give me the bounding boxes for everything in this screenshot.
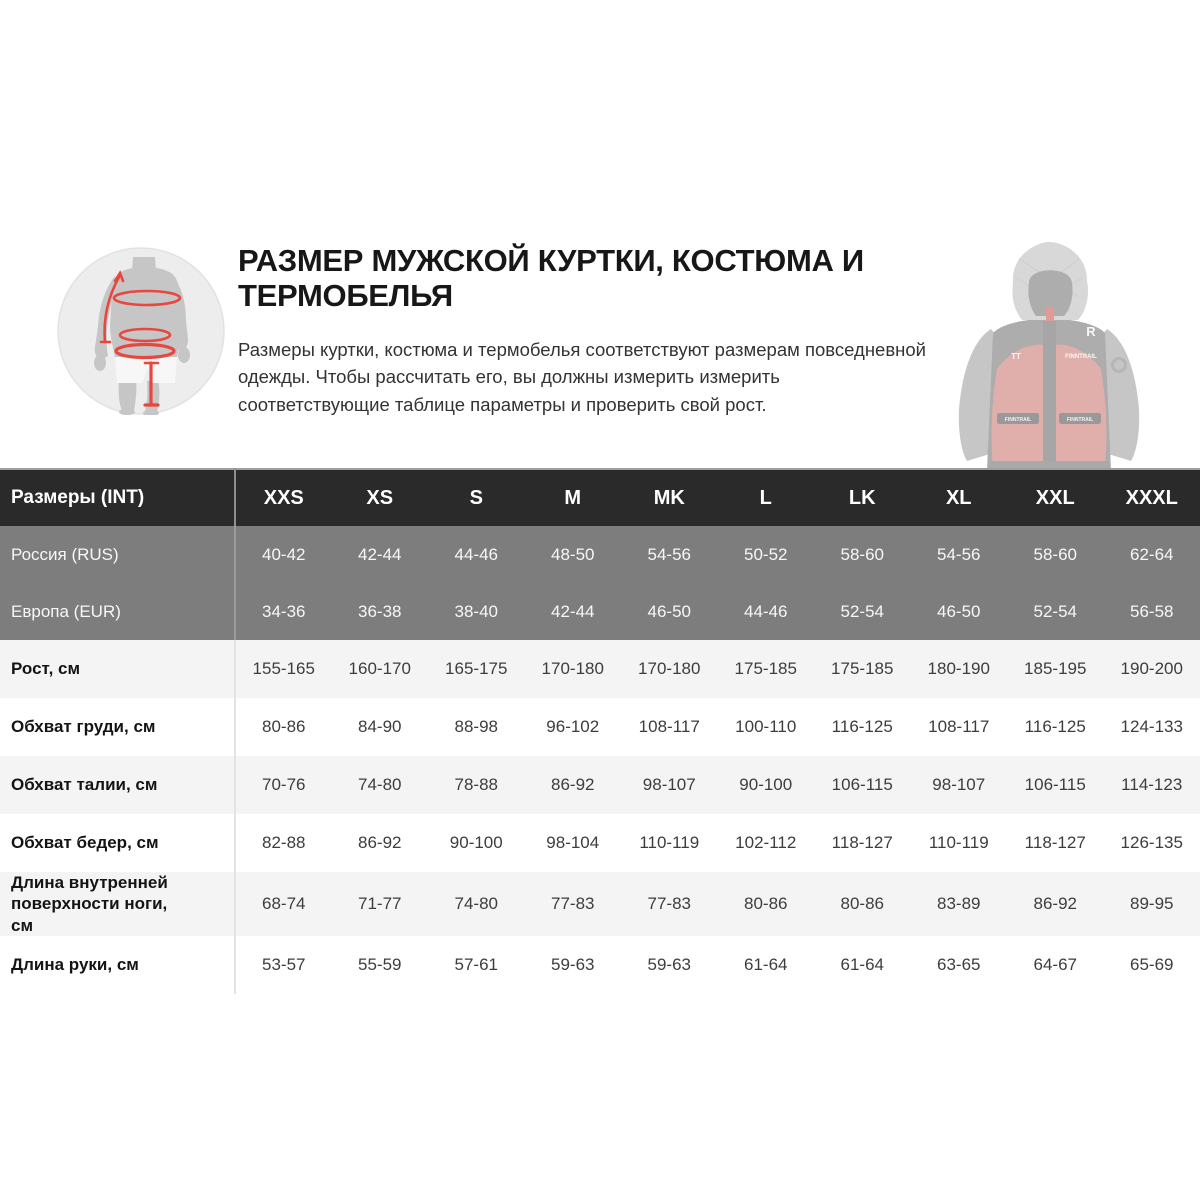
size-value-cell: 68-74 [235, 872, 332, 936]
svg-text:FINNTRAIL: FINNTRAIL [1065, 354, 1097, 360]
size-value-cell: 52-54 [814, 583, 911, 640]
size-value-cell: 102-112 [718, 814, 815, 872]
table-row [0, 814, 1200, 872]
size-value-cell: 61-64 [718, 936, 815, 994]
size-value-cell: 61-64 [814, 936, 911, 994]
size-value-cell: 78-88 [428, 756, 525, 814]
page-title [238, 243, 938, 314]
body-measurement-graphic [57, 247, 225, 415]
size-value-cell: 106-115 [1007, 756, 1104, 814]
size-value-cell: 83-89 [911, 872, 1008, 936]
size-value-cell: 175-185 [718, 640, 815, 698]
size-value-cell: 40-42 [235, 526, 332, 583]
size-value-cell: 53-57 [235, 936, 332, 994]
row-label: Обхват бедер, см [0, 814, 235, 872]
size-value-cell: 98-107 [621, 756, 718, 814]
intro-text-block [238, 243, 938, 419]
size-value-cell: 42-44 [332, 526, 429, 583]
size-value-cell: 57-61 [428, 936, 525, 994]
size-value-cell: 108-117 [911, 698, 1008, 756]
size-column-header: XXS [235, 469, 332, 526]
size-value-cell: 160-170 [332, 640, 429, 698]
size-column-header: MK [621, 469, 718, 526]
row-label: Обхват талии, см [0, 756, 235, 814]
size-value-cell: 180-190 [911, 640, 1008, 698]
jacket-photo [953, 237, 1145, 470]
size-value-cell: 74-80 [428, 872, 525, 936]
size-value-cell: 55-59 [332, 936, 429, 994]
size-value-cell: 80-86 [235, 698, 332, 756]
size-value-cell: 88-98 [428, 698, 525, 756]
svg-text:TT: TT [1011, 352, 1021, 361]
size-value-cell: 54-56 [911, 526, 1008, 583]
table-header-row [0, 469, 1200, 526]
size-value-cell: 116-125 [1007, 698, 1104, 756]
size-value-cell: 90-100 [718, 756, 815, 814]
size-value-cell: 110-119 [621, 814, 718, 872]
size-value-cell: 124-133 [1104, 698, 1200, 756]
svg-text:FINNTRAIL: FINNTRAIL [1066, 417, 1094, 423]
size-value-cell: 110-119 [911, 814, 1008, 872]
page-title-line2: ТЕРМОБЕЛЬЯ [238, 278, 453, 314]
size-value-cell: 116-125 [814, 698, 911, 756]
size-value-cell: 170-180 [525, 640, 622, 698]
size-value-cell: 65-69 [1104, 936, 1200, 994]
size-value-cell: 59-63 [525, 936, 622, 994]
size-column-header: XL [911, 469, 1008, 526]
size-value-cell: 165-175 [428, 640, 525, 698]
size-value-cell: 80-86 [814, 872, 911, 936]
table-row [0, 698, 1200, 756]
size-value-cell: 80-86 [718, 872, 815, 936]
page-description: Размеры куртки, костюма и термобелья соответствуют размерам повседневной одежды. Чтобы рассчитать его, вы должны измерить измерить соответствующие таблице параметры и проверить свой рост. [238, 338, 926, 416]
size-value-cell: 100-110 [718, 698, 815, 756]
size-value-cell: 77-83 [525, 872, 622, 936]
size-column-header: XXXL [1104, 469, 1200, 526]
size-value-cell: 56-58 [1104, 583, 1200, 640]
table-row [0, 640, 1200, 698]
size-value-cell: 89-95 [1104, 872, 1200, 936]
page-title-line1: РАЗМЕР МУЖСКОЙ КУРТКИ, КОСТЮМА И [238, 243, 864, 278]
size-column-header: L [718, 469, 815, 526]
size-value-cell: 106-115 [814, 756, 911, 814]
size-value-cell: 62-64 [1104, 526, 1200, 583]
body-measurement-icon [57, 247, 225, 415]
size-value-cell: 44-46 [718, 583, 815, 640]
size-value-cell: 34-36 [235, 583, 332, 640]
size-value-cell: 70-76 [235, 756, 332, 814]
size-value-cell: 86-92 [525, 756, 622, 814]
size-column-header: XXL [1007, 469, 1104, 526]
size-value-cell: 52-54 [1007, 583, 1104, 640]
size-table [0, 468, 1200, 994]
size-value-cell: 190-200 [1104, 640, 1200, 698]
size-column-header: S [428, 469, 525, 526]
corner-header: Размеры (INT) [0, 469, 235, 526]
size-value-cell: 126-135 [1104, 814, 1200, 872]
size-column-header: XS [332, 469, 429, 526]
size-value-cell: 74-80 [332, 756, 429, 814]
size-value-cell: 98-107 [911, 756, 1008, 814]
row-label: Обхват груди, см [0, 698, 235, 756]
size-value-cell: 84-90 [332, 698, 429, 756]
jacket-graphic [953, 237, 1145, 470]
size-value-cell: 82-88 [235, 814, 332, 872]
table-row [0, 583, 1200, 640]
size-value-cell: 77-83 [621, 872, 718, 936]
size-value-cell: 71-77 [332, 872, 429, 936]
size-value-cell: 170-180 [621, 640, 718, 698]
size-value-cell: 86-92 [332, 814, 429, 872]
size-value-cell: 175-185 [814, 640, 911, 698]
size-value-cell: 90-100 [428, 814, 525, 872]
size-value-cell: 59-63 [621, 936, 718, 994]
size-column-header: LK [814, 469, 911, 526]
size-value-cell: 38-40 [428, 583, 525, 640]
table-row [0, 756, 1200, 814]
size-value-cell: 58-60 [814, 526, 911, 583]
size-column-header: M [525, 469, 622, 526]
size-value-cell: 114-123 [1104, 756, 1200, 814]
size-value-cell: 36-38 [332, 583, 429, 640]
svg-text:R: R [1086, 324, 1096, 339]
row-label: Длина внутренней поверхности ноги, см [0, 872, 235, 936]
size-value-cell: 86-92 [1007, 872, 1104, 936]
size-value-cell: 155-165 [235, 640, 332, 698]
row-label: Длина руки, см [0, 936, 235, 994]
table-row [0, 872, 1200, 936]
size-value-cell: 46-50 [911, 583, 1008, 640]
size-value-cell: 63-65 [911, 936, 1008, 994]
size-value-cell: 44-46 [428, 526, 525, 583]
size-value-cell: 64-67 [1007, 936, 1104, 994]
size-value-cell: 96-102 [525, 698, 622, 756]
size-value-cell: 50-52 [718, 526, 815, 583]
size-value-cell: 58-60 [1007, 526, 1104, 583]
row-label: Рост, см [0, 640, 235, 698]
size-value-cell: 185-195 [1007, 640, 1104, 698]
size-value-cell: 46-50 [621, 583, 718, 640]
svg-text:FINNTRAIL: FINNTRAIL [1004, 417, 1032, 423]
size-value-cell: 118-127 [1007, 814, 1104, 872]
table-row [0, 936, 1200, 994]
size-value-cell: 98-104 [525, 814, 622, 872]
row-label: Европа (EUR) [0, 583, 235, 640]
size-value-cell: 42-44 [525, 583, 622, 640]
size-value-cell: 108-117 [621, 698, 718, 756]
table-row [0, 526, 1200, 583]
size-value-cell: 118-127 [814, 814, 911, 872]
row-label: Россия (RUS) [0, 526, 235, 583]
size-value-cell: 54-56 [621, 526, 718, 583]
size-value-cell: 48-50 [525, 526, 622, 583]
